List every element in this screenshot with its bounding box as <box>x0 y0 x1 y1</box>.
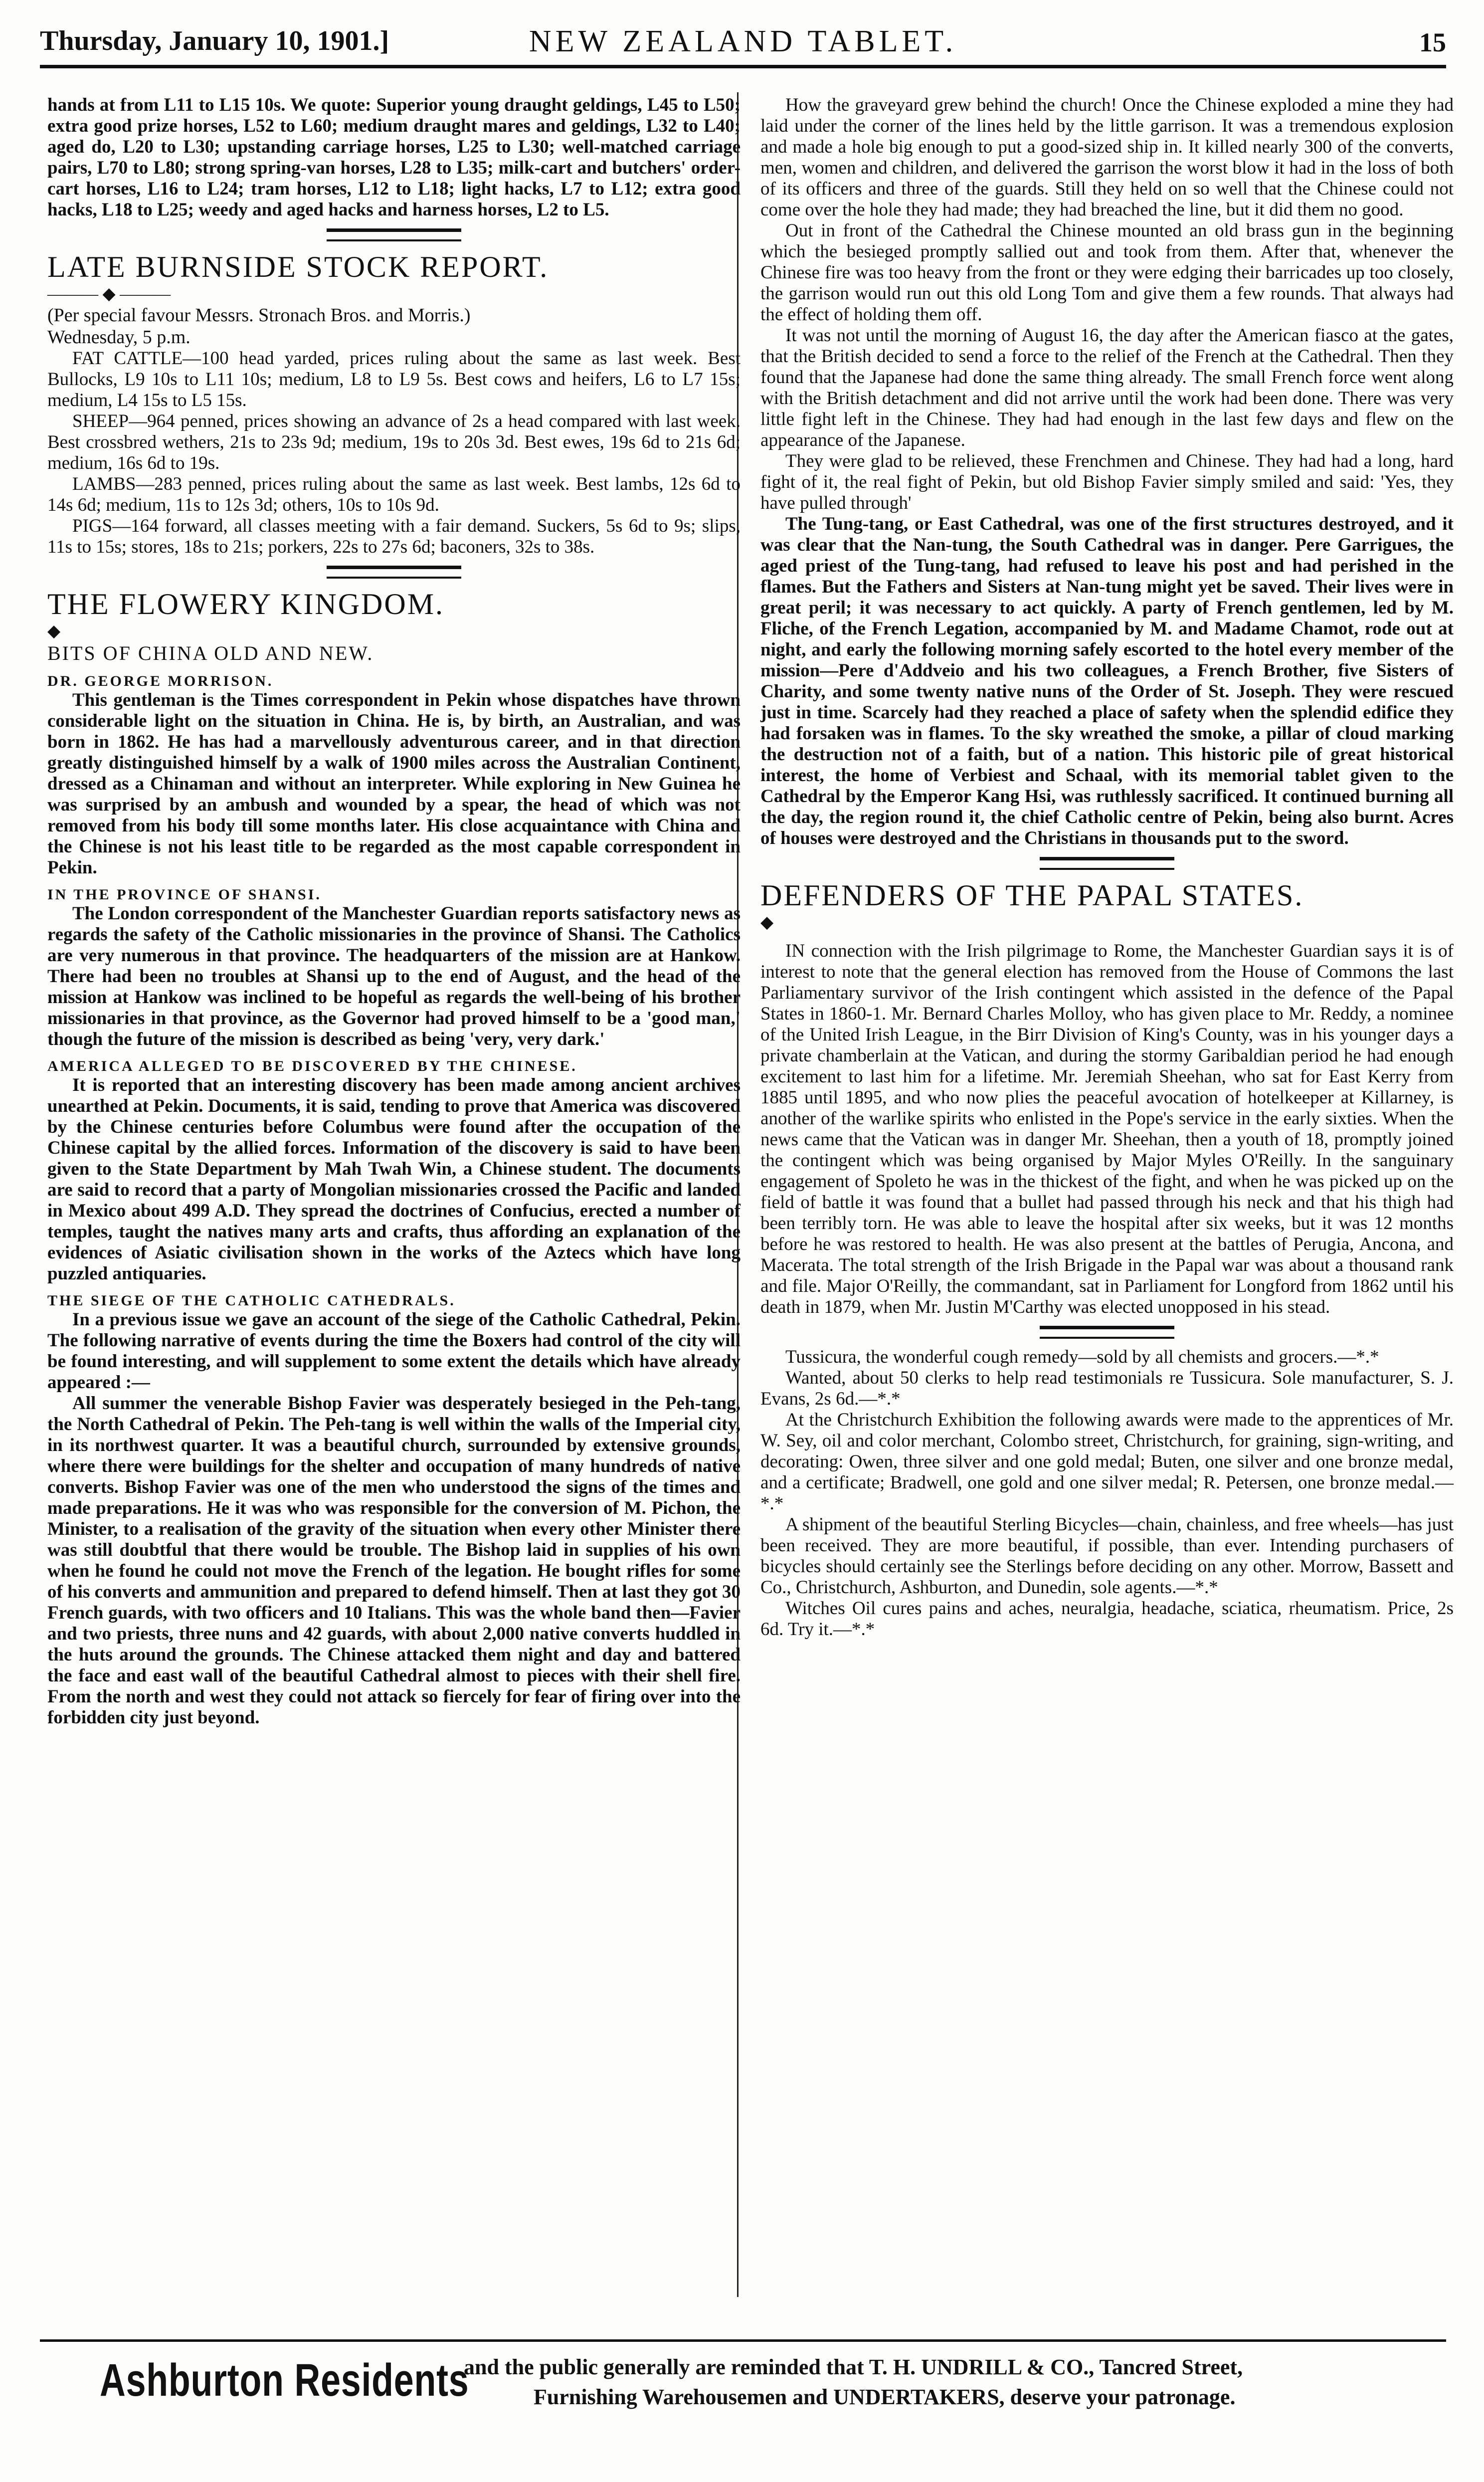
section-heading: THE SIEGE OF THE CATHOLIC CATHEDRALS. <box>47 1292 456 1309</box>
left-column <box>47 95 741 1728</box>
section-divider <box>327 228 461 241</box>
siege-continued-paragraph: Out in front of the Cathedral the Chinese mounted an old brass gun in the beginning which the besieged promptly sallied out and took from them. After that, whenever the Chinese fire was too heavy from the front or they were edging their barricades up too closely, the garrison would run out this old Long Tom and give them a few rounds. That always had the effect of holding them off. <box>760 220 1454 325</box>
papal-states-title: DEFENDERS OF THE PAPAL STATES. <box>760 879 1304 912</box>
stock-favour-note: (Per special favour Messrs. Stronach Bros. and Morris.) <box>47 305 471 326</box>
section-divider <box>1040 857 1174 870</box>
morrison-paragraph: This gentleman is the Times correspondent in Pekin whose dispatches have thrown considerable light on the situation in China. He is, by birth, an Australian, and was born in 1862. He has had a marvellously adventurous career, and in that direction greatly distinguished himself by a walk of 1900 miles across the Australian Continent, dressed as a Chinaman and without an interpreter. While exploring in New Guinea he was surprised by an ambush and wounded by a spear, the head of which was not removed from his body till some months later. His close acquaintance with China and the Chinese is not his least title to be regarded as the most capable correspondent in Pekin. <box>47 690 741 878</box>
page-number: 15 <box>1419 27 1446 57</box>
ornament: ◆ <box>760 913 774 932</box>
stock-report-title: LATE BURNSIDE STOCK REPORT. <box>47 250 549 283</box>
stock-paragraph: SHEEP—964 penned, prices showing an advance of 2s a head compared with last week. Best crossbred wethers, 21s to 23s 9d; medium, 19s to 20s 3d. Best ewes, 19s 6d to 21s 6d; medium, 16s 6d to 19s. <box>47 411 741 473</box>
stock-paragraph: FAT CATTLE—100 head yarded, prices ruling about the same as last week. Best Bullocks, L9 10s to L11 10s; medium, L8 to L9 5s. Best cows and heifers, L6 to L7 15s; medium, L4 15s to L5 15s. <box>47 348 741 411</box>
advert-paragraph: Tussicura, the wonderful cough remedy—sold by all chemists and grocers.—*.* <box>785 1347 1379 1367</box>
papal-states-paragraph: IN connection with the Irish pilgrimage to Rome, the Manchester Guardian says it is of interest to note that the general election has removed from the House of Commons the last Parliamentary survivor of the Irish contingent which assisted in the defence of the Papal States in 1860-1. Mr. Bernard Charles Molloy, who has given place to Mr. Reddy, a nominee of the United Irish League, in the Birr Division of King's County, was in his younger days a private chamberlain at the Vatican, and during the stormy Garibaldian period he had enough excitement to last him for a lifetime. Mr. Jeremiah Sheehan, who sat for East Kerry from 1885 until 1895, and who now plies the peaceful avocation of hotelkeeper at Killarney, is another of the warlike spirits who enlisted in the Pope's service in the early sixties. When the news came that the Vatican was in danger Mr. Sheehan, then a youth of 18, promptly joined the contingent which was being organised by Major Myles O'Reilly. In the sanguinary engagement of Spoleto he was in the thickest of the fight, and when he was picked up on the field of battle it was found that a bullet had passed through his neck and that his thigh had been terribly torn. He was able to leave the hospital after six weeks, but it was 12 months before he was restored to health. He was also present at the battles of Perugia, Ancona, and Macerata. The total strength of the Irish Brigade in the Papal war was about a thousand rank and file. Major O'Reilly, the commandant, sat in Parliament for Longford from 1862 until his death in 1879, when Mr. Justin M'Carthy was elected unopposed in his stead. <box>760 941 1454 1317</box>
section-heading: DR. GEORGE MORRISON. <box>47 673 274 689</box>
stock-paragraph: PIGS—164 forward, all classes meeting with a fair demand. Suckers, 5s 6d to 9s; slips, 11s to 15s; stores, 18s to 21s; porkers, 22s to 27s 6d; baconers, 32s to 38s. <box>47 516 741 557</box>
footer-advert-heading: Ashburton Residents <box>100 2355 469 2406</box>
siege-continued-paragraph: The Tung-tang, or East Cathedral, was one of the first structures destroyed, and it was clear that the Nan-tung, the South Cathedral was in danger. Pere Garrigues, the aged priest of the Tung-tang, had refused to leave his post and had perished in the flames. But the Fathers and Sisters at Nan-tung might yet be saved. Their lives were in great peril; it was necessary to act quickly. A party of French gentlemen, led by M. Fliche, of the French Legation, accompanied by M. and Madame Chamot, rode out at night, and early the following morning safely escorted to the hotel every member of the mission—Pere d'Addveio and his two colleagues, a French Brother, five Sisters of Charity, and some twenty native nuns of the Order of St. Joseph. They were rescued just in time. Scarcely had they reached a place of safety when the splendid edifice they had forsaken was in flames. To the sky wreathed the smoke, a pillar of cloud marking the destruction not of a faith, but of a nation. This historic pile of great historical interest, the home of Verbiest and Schaal, with its memorial tablet given to the Cathedral by the Emperor Kang Hsi, was ruthlessly sacrificed. It continued burning all the day, the region round it, the chief Catholic centre of Pekin, being also burnt. Acres of houses were destroyed and the Christians in thousands put to the sword. <box>760 514 1454 848</box>
flowery-kingdom-title: THE FLOWERY KINGDOM. <box>47 588 445 620</box>
stock-report-time: Wednesday, 5 p.m. <box>47 327 190 348</box>
footer-advert-line: Furnishing Warehousemen and UNDERTAKERS, deserve your patronage. <box>534 2385 1236 2409</box>
siege-continued-paragraph: They were glad to be relieved, these Frenchmen and Chinese. They had had a long, hard fight of it, the real fight of Pekin, but old Bishop Favier simply smiled and said: 'Yes, they have pulled through' <box>760 451 1454 513</box>
advert-paragraph: Wanted, about 50 clerks to help read testimonials re Tussicura. Sole manufacturer, S. J. Evans, 2s 6d.—*.* <box>760 1368 1454 1409</box>
siege-paragraph: In a previous issue we gave an account of the siege of the Catholic Cathedral, Pekin. The following narrative of events during the time the Boxers had control of the city will be found interesting, and will supplement to some extent the details which have already appeared :— <box>47 1309 741 1393</box>
masthead-title: NEW ZEALAND TABLET. <box>529 24 957 58</box>
advert-paragraph: At the Christchurch Exhibition the following awards were made to the apprentices of Mr. W. Sey, oil and color merchant, Colombo street, Christchurch, for graining, sign-writing, and decorating: Owen, three silver and one gold medal; Buten, one silver and one bronze medal, and a certificate; Bradwell, one gold and one silver medal; R. Petersen, one bronze medal.—*.* <box>760 1410 1454 1514</box>
section-divider <box>327 566 461 579</box>
shansi-paragraph: The London correspondent of the Manchester Guardian reports satisfactory news as regards the safety of the Catholic missionaries in the province of Shansi. The Catholics are very numerous in that province. The headquarters of the mission are at Hankow. There had been no troubles at Shansi up to the end of August, and the head of the mission at Hankow was inclined to be hopeful as regards the well-being of his brother missionaries in that province, as the Governor had proved himself to be a 'good man,' though the future of the mission is described as being 'very, very dark.' <box>47 903 741 1049</box>
siege-continued-paragraph: It was not until the morning of August 16, the day after the American fiasco at the gates, that the British decided to send a force to the relief of the French at the Cathedral. Then they found that the Japanese had done the same thing already. The small French force went along with the British detachment and did not arrive until the work had been done. There was very little fight left in the Chinese. They had had enough in the last few days and flew on the appearance of the Japanese. <box>760 325 1454 450</box>
page-header <box>40 20 1446 68</box>
ornament: ——— ◆ ——— <box>47 285 171 303</box>
right-column <box>760 95 1454 1640</box>
issue-date: Thursday, January 10, 1901.] <box>40 25 389 56</box>
stock-paragraph: LAMBS—283 penned, prices ruling about the same as last week. Best lambs, 12s 6d to 14s 6d; medium, 11s to 12s 3d; others, 10s to 10s 9d. <box>47 474 741 515</box>
siege-continued-paragraph: How the graveyard grew behind the church! Once the Chinese exploded a mine they had laid under the corner of the lines held by the little garrison. It was a tremendous explosion and made a hole big enough to put a good-sized ship in. It killed nearly 300 of the converts, men, women and children, and delivered the garrison the worst blow it had in the loss of both of its officers and three of the guards. Still they held on so well that the Chinese could not come over the hole they had made; they had breached the line, but it did them no good. <box>760 95 1454 220</box>
section-heading: AMERICA ALLEGED TO BE DISCOVERED BY THE CHINESE. <box>47 1058 577 1074</box>
advert-paragraph: Witches Oil cures pains and aches, neuralgia, headache, sciatica, rheumatism. Price, 2s 6d. Try it.—*.* <box>760 1598 1454 1640</box>
ornament: ◆ <box>47 622 61 640</box>
section-divider <box>1040 1326 1174 1339</box>
flowery-kingdom-subtitle: BITS OF CHINA OLD AND NEW. <box>47 642 374 664</box>
footer-rule <box>40 2339 1446 2342</box>
advert-paragraph: A shipment of the beautiful Sterling Bicycles—chain, chainless, and free wheels—has just been received. They are more beautiful, if possible, than ever. Intending purchasers of bicycles should certainly see the Sterlings before deciding on any other. Morrow, Bassett and Co., Christchurch, Ashburton, and Dunedin, sole agents.—*.* <box>760 1514 1454 1598</box>
horse-market-paragraph: hands at from L11 to L15 10s. We quote: Superior young draught geldings, L45 to L50; extra good prize horses, L52 to L60; medium draught mares and geldings, L32 to L40; aged do, L20 to L30; upstanding carriage horses, L25 to L30; well-matched carriage pairs, L70 to L80; strong spring-van horses, L28 to L35; milk-cart and butchers' order-cart horses, L16 to L24; tram horses, L12 to L18; light hacks, L7 to L12; extra good hacks, L18 to L25; weedy and aged hacks and harness horses, L2 to L5. <box>47 95 741 220</box>
siege-paragraph: All summer the venerable Bishop Favier was desperately besieged in the Peh-tang, the North Cathedral of Pekin. The Peh-tang is well within the walls of the Imperial city, in its northwest quarter. It was a beautiful church, surrounded by extensive grounds, where there were buildings for the shelter and occupation of many hundreds of native converts. Bishop Favier was one of the men who understood the signs of the times and made preparations. He it was who was responsible for the conversion of M. Pichon, the Minister, to a realisation of the gravity of the situation when every other Minister there was still doubtful that there would be trouble. The Bishop laid in supplies of his own when he found he could not move the French of the legation. He bought rifles for some of his converts and ammunition and prepared to defend himself. Then at last they got 30 French guards, with two officers and 10 Italians. This was the whole band then—Favier and two priests, three nuns and 42 guards, with about 2,000 native converts huddled in the huts around the grounds. The Chinese attacked them night and day and battered the face and east wall of the beautiful Cathedral almost to pieces with their shell fire. From the north and west they could not attack so fiercely for fear of firing over into the forbidden city just beyond. <box>47 1393 741 1728</box>
section-heading: IN THE PROVINCE OF SHANSI. <box>47 886 322 903</box>
america-paragraph: It is reported that an interesting discovery has been made among ancient archives unearthed at Pekin. Documents, it is said, tending to prove that America was discovered by the Chinese centuries before Columbus were found after the occupation of the Chinese capital by the allied forces. Information of the discovery is said to have been given to the State Department by Mah Twah Win, a Chinese student. The documents are said to record that a party of Mongolian missionaries crossed the Pacific and landed in Mexico about 499 A.D. They spread the doctrines of Confucius, erected a number of temples, taught the natives many arts and crafts, thus affording an explanation of the evidences of Asiatic civilisation shown in the works of the Aztecs which have long puzzled antiquaries. <box>47 1075 741 1284</box>
footer-advert-line: and the public generally are reminded that T. H. UNDRILL & CO., Tancred Street, <box>464 2355 1243 2379</box>
